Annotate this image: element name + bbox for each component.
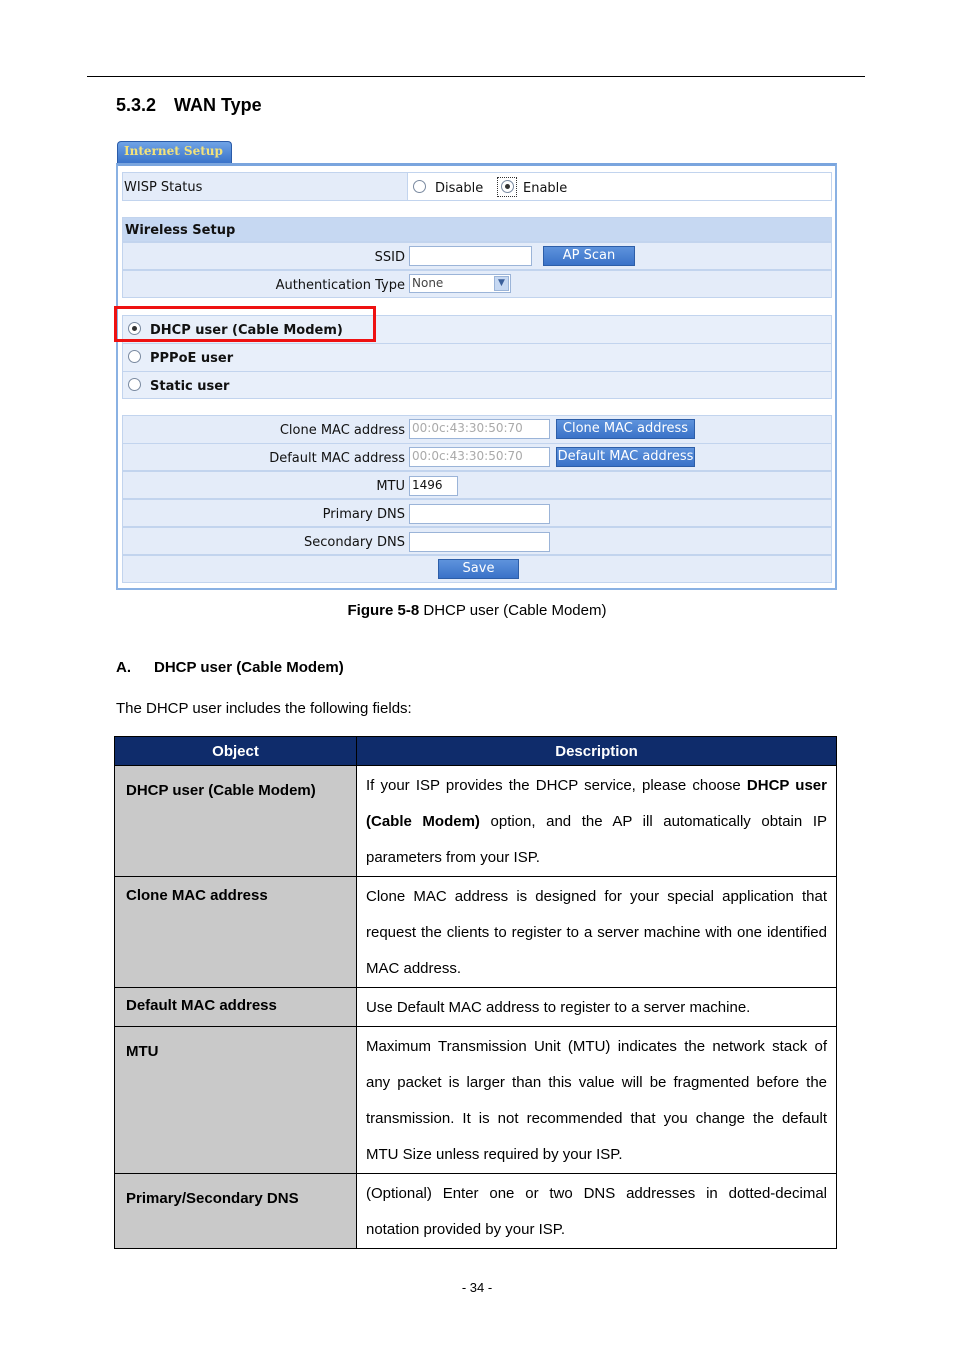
header-object: Object bbox=[115, 737, 357, 766]
description-cell: Use Default MAC address to register to a server machine. bbox=[357, 988, 837, 1027]
description-cell: Clone MAC address is designed for your special application that request the clients to register to a server machine with one identified MAC address. bbox=[357, 877, 837, 988]
ssid-label: SSID bbox=[374, 250, 405, 265]
table-header-row bbox=[115, 737, 837, 766]
wisp-status-row bbox=[122, 172, 832, 201]
secondary-dns-row bbox=[122, 527, 832, 555]
default-mac-input[interactable]: 00:0c:43:30:50:70 bbox=[409, 447, 550, 467]
subsection-heading bbox=[116, 659, 344, 676]
desc-text: option, and the AP ill automatically obtain IP parameters from your ISP. bbox=[366, 813, 827, 866]
static-user-radio[interactable] bbox=[128, 378, 141, 391]
auth-type-label: Authentication Type bbox=[275, 278, 405, 293]
tab-internet-setup[interactable] bbox=[117, 141, 232, 163]
object-cell: Clone MAC address bbox=[115, 877, 357, 988]
table-row bbox=[115, 988, 837, 1027]
header-rule bbox=[87, 76, 865, 77]
wisp-enable-label: Enable bbox=[523, 181, 568, 196]
primary-dns-label: Primary DNS bbox=[322, 507, 405, 522]
table-row bbox=[115, 877, 837, 988]
default-mac-button[interactable]: Default MAC address bbox=[556, 447, 695, 467]
page-number: - 34 - bbox=[461, 1280, 493, 1295]
ap-scan-button[interactable]: AP Scan bbox=[543, 246, 635, 266]
auth-type-row bbox=[122, 270, 832, 298]
section-number: 5.3.2 bbox=[116, 95, 157, 115]
subsection-title: DHCP user (Cable Modem) bbox=[154, 659, 344, 676]
static-user-label: Static user bbox=[150, 379, 230, 394]
object-cell: Primary/Secondary DNS bbox=[115, 1174, 357, 1249]
clone-mac-label: Clone MAC address bbox=[279, 423, 405, 438]
default-mac-row bbox=[122, 443, 832, 471]
description-cell bbox=[357, 766, 837, 877]
figure-title: DHCP user (Cable Modem) bbox=[419, 602, 607, 619]
pppoe-user-label: PPPoE user bbox=[150, 351, 234, 366]
clone-mac-button[interactable]: Clone MAC address bbox=[556, 419, 695, 439]
intro-text: The DHCP user includes the following fields: bbox=[116, 700, 412, 717]
dhcp-user-label: DHCP user (Cable Modem) bbox=[150, 323, 343, 338]
desc-bold: DHCP user (Cable Modem) bbox=[366, 777, 827, 830]
mtu-label: MTU bbox=[376, 479, 405, 494]
wisp-enable-radio[interactable] bbox=[501, 180, 514, 193]
primary-dns-input[interactable] bbox=[409, 504, 550, 524]
save-row bbox=[122, 555, 832, 583]
figure-caption bbox=[0, 602, 954, 619]
ssid-input[interactable] bbox=[409, 246, 532, 266]
object-cell: MTU bbox=[115, 1027, 357, 1174]
clone-mac-row bbox=[122, 415, 832, 444]
mtu-row bbox=[122, 471, 832, 499]
header-description: Description bbox=[357, 737, 837, 766]
table-row bbox=[115, 766, 837, 877]
wisp-disable-radio[interactable] bbox=[413, 180, 426, 193]
default-mac-label: Default MAC address bbox=[269, 451, 405, 466]
desc-text: If your ISP provides the DHCP service, please choose bbox=[366, 777, 747, 794]
pppoe-user-radio[interactable] bbox=[128, 350, 141, 363]
object-cell: Default MAC address bbox=[115, 988, 357, 1027]
wisp-status-label: WISP Status bbox=[124, 180, 203, 195]
table-row bbox=[115, 1027, 837, 1174]
description-cell: Maximum Transmission Unit (MTU) indicates the network stack of any packet is larger than this value will be fragmented before the transmission. It is not recommended that you change the default MTU Size unless required by your ISP. bbox=[357, 1027, 837, 1174]
table-row bbox=[115, 1174, 837, 1249]
subsection-letter: A. bbox=[116, 659, 131, 676]
chevron-down-icon[interactable]: ▼ bbox=[494, 276, 509, 291]
section-title: WAN Type bbox=[174, 95, 262, 115]
tab-label: Internet Setup bbox=[124, 144, 223, 158]
secondary-dns-input[interactable] bbox=[409, 532, 550, 552]
description-cell: (Optional) Enter one or two DNS addresses in dotted-decimal notation provided by your ISP. bbox=[357, 1174, 837, 1249]
auth-type-value: None bbox=[412, 276, 444, 290]
figure-number: Figure 5-8 bbox=[347, 602, 420, 619]
auth-type-select[interactable] bbox=[409, 274, 511, 293]
ssid-row bbox=[122, 242, 832, 270]
object-cell: DHCP user (Cable Modem) bbox=[115, 766, 357, 877]
wireless-setup-header bbox=[122, 217, 832, 242]
wisp-disable-label: Disable bbox=[435, 181, 484, 196]
primary-dns-row bbox=[122, 499, 832, 527]
wireless-setup-title: Wireless Setup bbox=[125, 223, 236, 238]
mtu-input[interactable]: 1496 bbox=[409, 476, 458, 496]
fields-table bbox=[114, 736, 837, 1249]
section-heading bbox=[116, 95, 262, 116]
save-button[interactable]: Save bbox=[438, 559, 519, 579]
highlight-box bbox=[114, 306, 376, 342]
clone-mac-input[interactable]: 00:0c:43:30:50:70 bbox=[409, 419, 550, 439]
secondary-dns-label: Secondary DNS bbox=[304, 535, 405, 550]
